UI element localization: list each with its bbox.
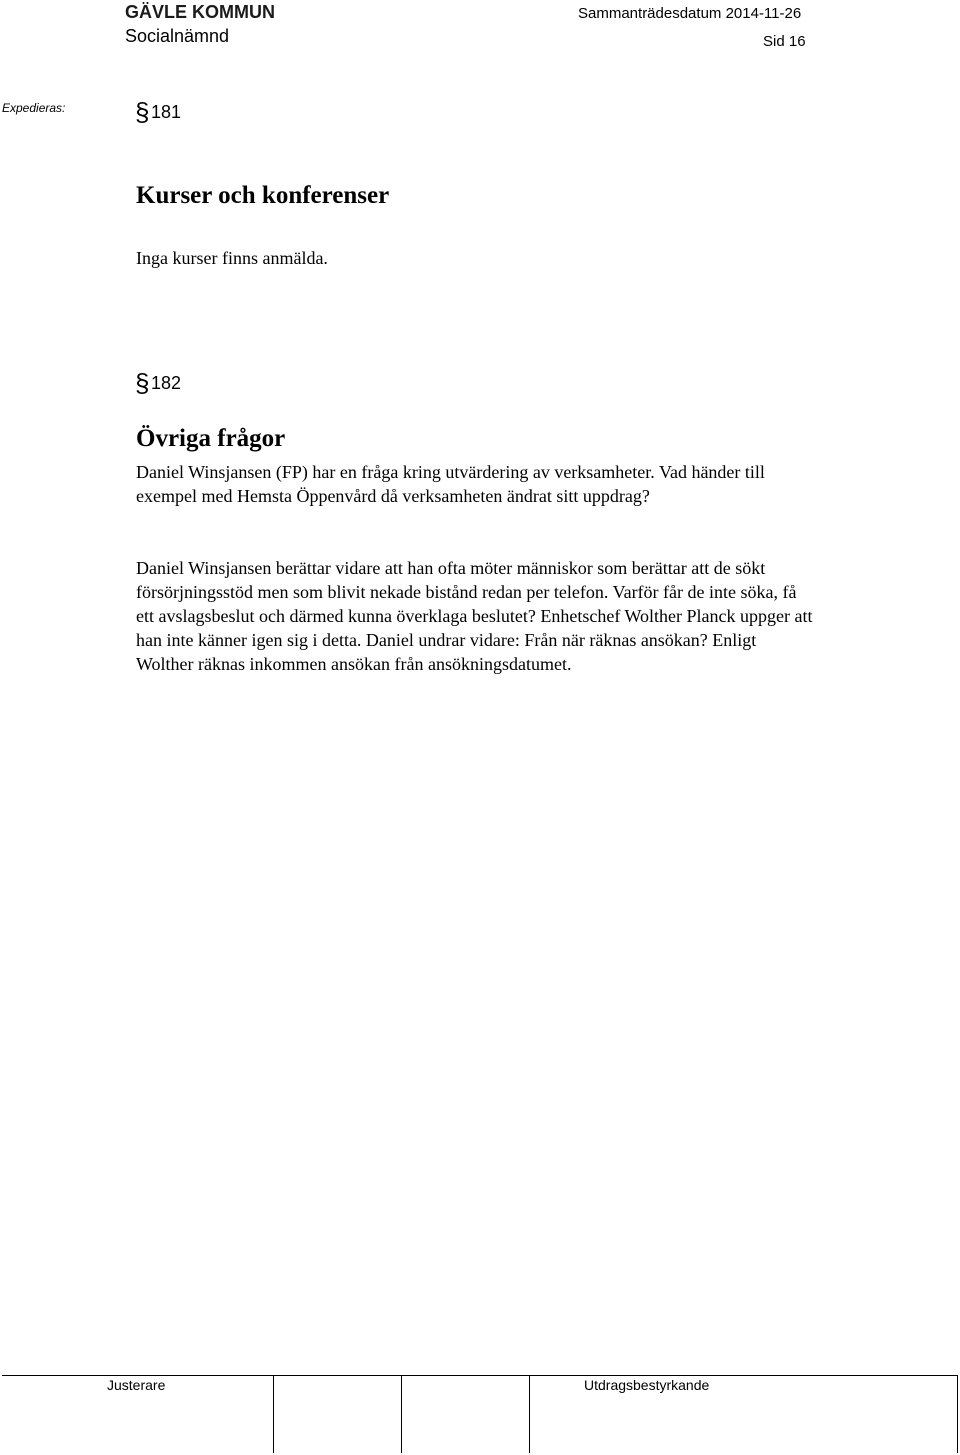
footer-top-rule [2,1375,957,1376]
utdragsbestyrkande-label: Utdragsbestyrkande [584,1377,710,1393]
section-182-reference [135,367,182,398]
paragraph-sign-icon: § [135,368,150,398]
department-name: Socialnämnd [125,26,230,46]
footer-divider [273,1375,274,1453]
section-182-paragraph-2: Daniel Winsjansen berättar vidare att han ofta möter människor som berättar att de sökt försörjningsstöd men som blivit nekade bistånd redan per telefon. Varför får de inte söka, få ett avslagsbeslut och därmed kunna överklaga beslutet? Enhetschef Wolther Planck uppger att han inte känner igen sig i detta. Daniel undrar vidare: Från när räknas ansökan? Enligt Wolther räknas inkommen ansökan från ansökningsdatumet. [136,558,813,674]
section-181-reference [135,96,182,127]
section-181-text: Inga kurser finns anmälda. [136,248,328,268]
footer-divider [401,1375,402,1453]
section-182-number: 182 [151,373,182,393]
organization-name: GÄVLE KOMMUN [125,2,275,22]
paragraph-sign-icon: § [135,97,150,127]
expedieras-label: Expedieras: [2,101,66,115]
section-182-heading: Övriga frågor [136,425,286,452]
footer-divider [957,1375,958,1453]
section-181-heading: Kurser och konferenser [136,182,390,209]
section-182-paragraph-1: Daniel Winsjansen (FP) har en fråga kring utvärdering av verksamheter. Vad händer till exempel med Hemsta Öppenvård då verksamheten ändrat sitt uppdrag? [136,462,765,506]
justerare-label: Justerare [107,1377,166,1393]
meeting-date: Sammanträdesdatum 2014-11-26 [578,5,802,22]
section-181-number: 181 [151,102,182,122]
footer-divider [529,1375,530,1453]
page-number: Sid 16 [763,33,806,50]
